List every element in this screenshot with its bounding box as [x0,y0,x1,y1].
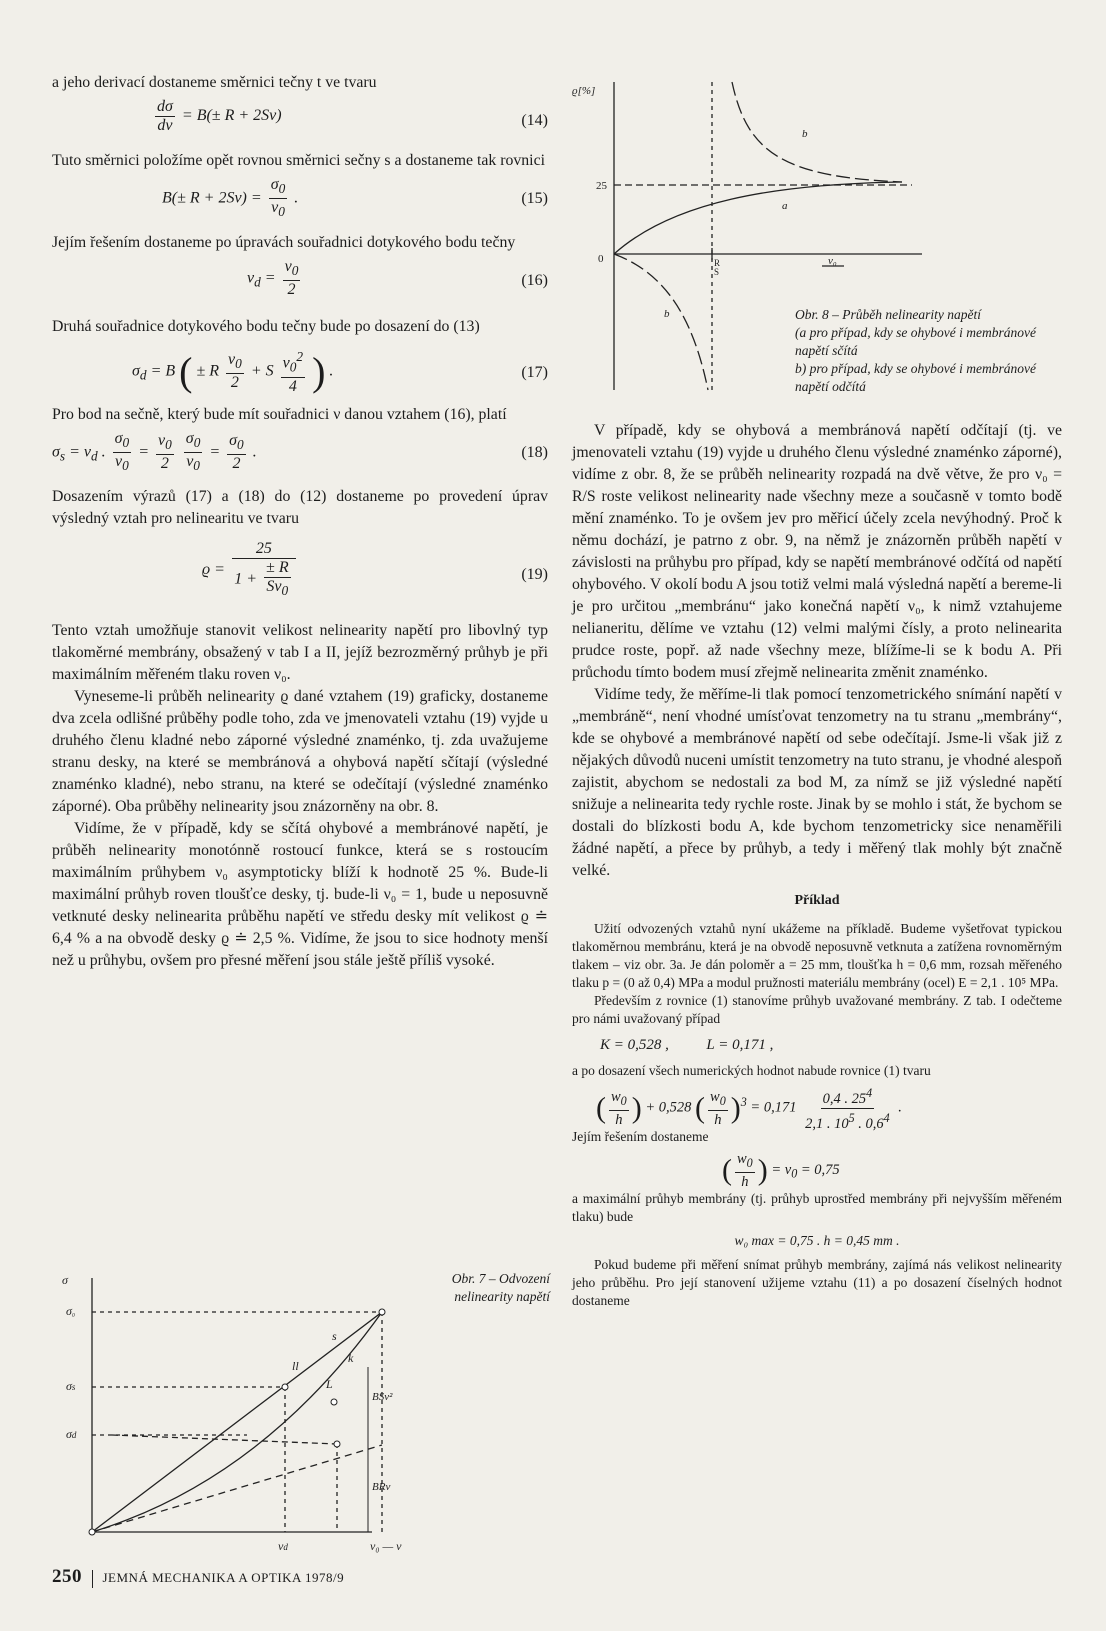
svg-text:BSν²: BSν² [372,1391,393,1403]
left-column [52,72,548,972]
paragraph: Druhá souřadnice dotykového bodu tečny bude po dosazení do (13) [52,318,480,335]
paragraph: Pokud budeme při měření snímat průhyb membrány, zajímá nás velikost nelinearity jeho průběhu. Pro její stanovení užijeme vztahu (11) a po dosazení číselných hodnot dostaneme [572,1257,1062,1308]
equation-17: $\sigma_d = B$ ( ± R $\frac{\nu_0}{2}$ + S $\frac{\nu_0^2}{4}$ ) . (17) [132,348,548,395]
svg-text:ν₀: ν₀ [828,255,837,267]
svg-text:a: a [782,200,788,212]
equation-15: B(± R + 2Sν) = $\frac{\sigma_0}{\nu_0}$ . (15) [162,176,548,220]
paragraph: Vyneseme-li průběh nelinearity ϱ dané vztahem (19) graficky, dostaneme dva zcela odlišné průběhy podle toho, zda ve jmenovateli vztahu (19) vyjde u druhého členu kladné nebo záporné výsledné znaménko, tj. zda uvažujeme stranu desky, na které se membránová a ohybová napětí sčítají (výsledné znaménko kladné), nebo stranu, na které se odečítají (výsledné znaménko záporné). Oba průběhy nelinearity jsou znázorněny na obr. 8. [52,688,548,815]
equation-number: (16) [521,272,548,289]
section-heading: Příklad [794,893,840,908]
paragraph: Pro bod na sečně, který bude mít souřadnici ν danou vztahem (16), platí [52,406,507,423]
svg-text:R: R [714,258,721,268]
figure-8-caption: Obr. 8 – Průběh nelinearity napětí (a pro případ, kdy se ohybové i membránové napětí sčítá b) pro případ, kdy se ohybové i membránové napětí odčítá [795,307,1036,394]
svg-text:ll: ll [292,1359,299,1373]
equation-14: $\frac{d\sigma}{d\nu}$ = B(± R + 2Sν) (14) [157,98,548,134]
divider [92,1570,93,1588]
paragraph: Vidíme tedy, že měříme-li tlak pomocí tenzometrického snímání napětí v „membráně“, není vhodné umísťovat tenzometry na tu stranu „membrány“, kde se ohybové a membránové napětí od sebe odečítají. Jsme-li však již z nějakých důvodů nuceni umístit tenzometry na tuto stranu, je vhodné alespoň zajistit, abychom se nedostali za bod M, za nímž se již výsledné napětí snižuje a nelinearita tedy rychle roste. Jinak by se mohlo i stát, že bychom se dostali do blízkosti bodu A, kde bychom tenzometricky sice nenaměřili žádné napětí, a přece by průhyb, a tedy i měřený tlak mohly být značně velké. [572,686,1062,879]
paragraph: Dosazením výrazů (17) a (18) do (12) dostaneme po provedení úprav výsledný vztah pro nelinearitu ve tvaru [52,488,548,527]
paragraph: Jejím řešením dostaneme [572,1129,709,1144]
equation-number: (18) [521,444,548,461]
figure-7-caption: Obr. 7 – Odvození nelinearity napětí [451,1271,550,1304]
curve-b-lower [614,254,708,390]
paragraph: Tento vztah umožňuje stanovit velikost nelinearity napětí pro libovlný typ tlakoměrné membrány, obsažený v tab I a II, jejíž bezrozměrný průhyb je při maximálním měřeném tlaku roven ν₀. [52,622,548,683]
equation-number: (19) [521,566,548,583]
svg-text:b: b [802,128,808,140]
page-footer [52,1566,344,1588]
paragraph: Užití odvozených vztahů nyní ukážeme na příkladě. Budeme vyšetřovat typickou tlakoměrnou membránu, která je na obvodě neposuvně vetknuta a zatížena rovnoměrným tlakem – viz obr. 3a. Je dán poloměr a = 25 mm, tloušťka h = 0,6 mm, rozsah měřeného tlaku p = (0 až 0,4) MPa a modul pružnosti materiálu membrány (ocel) E = 2,1 . 10⁵ MPa. [572,921,1062,990]
equation-1-numeric: ( $\frac{w_0}{h}$ ) + 0,528 ( $\frac{w_0}{h}$ )$^3$ = 0,171 $\frac{0,4 . 25^4}{2,1 . 10^5 . 0,6^4}$ . [596,1086,902,1132]
equation-19: ϱ = 25 1 + $\frac{\pm R}{S\nu_0}$ (19) [202,540,548,599]
paragraph: a po dosazení všech numerických hodnot nabude rovnice (1) tvaru [572,1063,931,1078]
svg-text:σ: σ [62,1273,68,1287]
paragraph: V případě, kdy se ohybová a membránová napětí odčítají (tj. ve jmenovateli vztahu (19) vyjde u druhého členu výsledné znaménko záporné), vidíme z obr. 8, že se průběh nelinearity rozpadá na dvě větve, že pro ν₀ = R/S roste velikost nelinearity nade všechny meze a současně v tomto bodě mění znaménko. To je ovšem jev pro měřicí účely zcela nevýhodný. Proč k němu dochází, je patrno z obr. 9, na němž je znázorněn průběh napětí v závislosti na průhybu pro případ, kdy se napětí membránové odčítá od napětí ohybového. V okolí bodu A jsou totiž velmi malá výsledná napětí a bereme-li je pro určitou „membránu“ jako konečná napětí ν₀, k nimž vztahujeme nelianeritu, dělíme ve vztahu (12) velmi malými čísly, a proto nelinearita prudce roste, popř. až nade všechny meze, blížíme-li se k bodu A. Při průchodu tímto bodem musí zřejmě nelinearita změnit znaménko. [572,422,1062,681]
right-column [572,420,1062,1310]
svg-text:L: L [326,1377,333,1391]
svg-text:νd: νd [278,1539,288,1553]
svg-text:k: k [348,1351,354,1365]
svg-text:σd: σd [66,1427,77,1441]
paragraph: Jejím řešením dostaneme po úpravách souřadnici dotykového bodu tečny [52,234,516,251]
paragraph: Vidíme, že v případě, kdy se sčítá ohybové a membránové napětí, je průběh nelinearity monotónně rostoucí funkce, která se s rostoucím maximálním průhybem ν₀ asymptoticky blíží k hodnotě 25 %. Bude-li maximální průhyb roven tloušťce desky, tj. bude-li ν₀ = 1, bude u neposuvně vetknuté desky nelinearita průběhu napětí ve středu desky mít velikost ϱ ≐ 6,4 % a na obvodě desky ϱ ≐ 2,5 %. Vidíme, že jsou to sice hodnoty menší než u průhybu, ovšem pro přesné měření jsou stále ještě příliš vysoké. [52,820,548,969]
curve-b-upper [732,82,902,182]
svg-text:σs: σs [66,1379,76,1393]
figure-7 [52,1270,402,1553]
svg-text:0: 0 [598,253,604,265]
svg-text:25: 25 [596,180,607,192]
svg-text:s: s [332,1329,337,1343]
curve-a [614,182,902,254]
line-bR [92,1445,382,1532]
equation-16: $\nu_d$ = $\frac{\nu_0}{2}$ (16) [247,258,548,299]
equation-kl: K = 0,528 , L = 0,171 , [600,1037,774,1053]
equation-number: (15) [521,190,548,207]
svg-text:ϱ[%]: ϱ[%] [572,85,596,97]
equation-18: $\sigma_s = \nu_d$ . $\frac{\sigma_0}{\nu_0}$ = $\frac{\nu_0}{2}$ $\frac{\sigma_0}{\nu_0}$ = $\frac{\sigma_0}{2}$ . (18) [52,430,548,474]
svg-text:ν₀ — ν: ν₀ — ν [370,1539,402,1553]
svg-text:S: S [714,267,720,277]
journal-name: JEMNÁ MECHANIKA A OPTIKA 1978/9 [102,1570,345,1585]
page-number: 250 [52,1566,82,1587]
equation-nu0: ( $\frac{w_0}{h}$ ) = $\nu_0 = 0,75$ [722,1151,840,1190]
svg-text:BRν: BRν [372,1481,391,1493]
equation-wmax: w₀ max = 0,75 . h = 0,45 mm . [734,1233,900,1248]
equation-number: (17) [521,364,548,381]
equation-number: (14) [521,112,548,129]
paragraph: Tuto směrnici položíme opět rovnou směrnici sečny s a dostaneme tak rovnici [52,152,545,169]
secant-line-s [92,1312,382,1532]
paragraph: Především z rovnice (1) stanovíme průhyb uvažované membrány. Z tab. I odečteme pro námi uvažovaný případ [572,993,1062,1026]
svg-text:b: b [664,308,670,320]
svg-text:σ₀: σ₀ [66,1304,76,1318]
paragraph: a maximální průhyb membrány (tj. průhyb uprostřed membrány při nejvyšším měřeném tlaku) bude [572,1191,1062,1224]
paragraph: a jeho derivací dostaneme směrnici tečny t ve tvaru [52,74,377,91]
